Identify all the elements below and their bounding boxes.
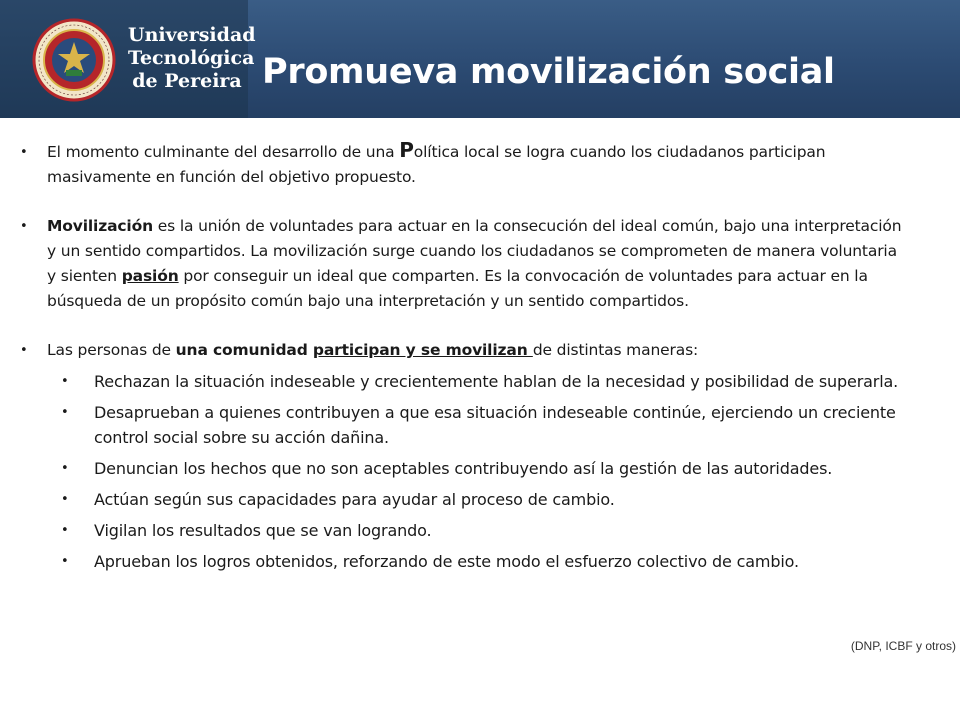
- university-seal-icon: [32, 18, 116, 102]
- university-logo: [0, 0, 256, 118]
- bullet-icon: •: [20, 145, 28, 160]
- paragraph-gap: [0, 314, 960, 338]
- paragraph-text-segment: de distintas maneras:: [532, 341, 699, 359]
- bullet-icon: •: [61, 554, 69, 569]
- bullet-paragraph: [0, 338, 907, 363]
- paragraph-text-segment: por conseguir un ideal que comparten. Es la convocación de voluntades para actuar en la búsqueda de un propósito común bajo una interpretación y un sentido compartidos.: [47, 267, 868, 310]
- paragraph-gap: [0, 190, 960, 214]
- paragraph-text-segment: El momento culminante del desarrollo de una: [47, 143, 400, 161]
- slide-body: [0, 140, 960, 574]
- sub-bullet-item: [0, 487, 924, 512]
- page-title: Promueva movilización social: [262, 52, 835, 92]
- sub-bullet-item: [0, 369, 924, 394]
- paragraph-text-segment: es la unión de voluntades para actuar en la consecución del ideal común, bajo una interpretación y un sentido compartidos. La movilización surge cuando los ciudadanos se comprometen de manera voluntaria y sienten: [47, 217, 902, 285]
- sub-bullet-text: Aprueban los logros obtenidos, reforzando de este modo el esfuerzo colectivo de cambio.: [94, 552, 799, 571]
- university-name-line: Universidad: [128, 24, 256, 46]
- bullet-icon: •: [61, 374, 69, 389]
- paragraph-text-segment: Las personas de: [47, 341, 176, 359]
- bullet-icon: •: [61, 523, 69, 538]
- bullet-icon: •: [61, 461, 69, 476]
- paragraph-text-segment: P: [399, 138, 414, 162]
- bullet-icon: •: [61, 405, 69, 420]
- paragraph-text-segment: olítica local se logra cuando los ciudadanos participan masivamente en función del objetivo propuesto.: [47, 143, 826, 186]
- sub-bullet-text: Actúan según sus capacidades para ayudar al proceso de cambio.: [94, 490, 615, 509]
- paragraph-text-segment: pasión: [121, 267, 179, 285]
- sub-bullet-item: [0, 549, 924, 574]
- bullet-icon: •: [20, 219, 28, 234]
- bullet-paragraph: [0, 214, 907, 314]
- bullet-paragraph: [0, 140, 907, 190]
- bullet-icon: •: [20, 343, 28, 358]
- university-name: [128, 24, 256, 93]
- paragraph-text-segment: una comunidad: [175, 341, 313, 359]
- sub-bullet-text: Vigilan los resultados que se van logrando.: [94, 521, 432, 540]
- sub-bullet-item: [0, 400, 924, 450]
- paragraph-text-segment: Movilización: [47, 217, 153, 235]
- header-banner: [0, 0, 960, 118]
- sub-bullet-text: Denuncian los hechos que no son aceptables contribuyendo así la gestión de las autoridades.: [94, 459, 833, 478]
- sub-bullet-text: Desaprueban a quienes contribuyen a que esa situación indeseable continúe, ejerciendo un creciente control social sobre su acción dañina.: [94, 403, 896, 447]
- sub-bullet-item: [0, 518, 924, 543]
- sub-bullet-text: Rechazan la situación indeseable y crecientemente hablan de la necesidad y posibilidad de superarla.: [94, 372, 899, 391]
- source-citation: (DNP, ICBF y otros): [850, 639, 956, 653]
- university-name-line: Tecnológica: [128, 47, 255, 69]
- paragraph-text-segment: participan y se movilizan: [312, 341, 533, 359]
- university-name-line: de Pereira: [132, 70, 242, 92]
- bullet-icon: •: [61, 492, 69, 507]
- sub-bullet-item: [0, 456, 924, 481]
